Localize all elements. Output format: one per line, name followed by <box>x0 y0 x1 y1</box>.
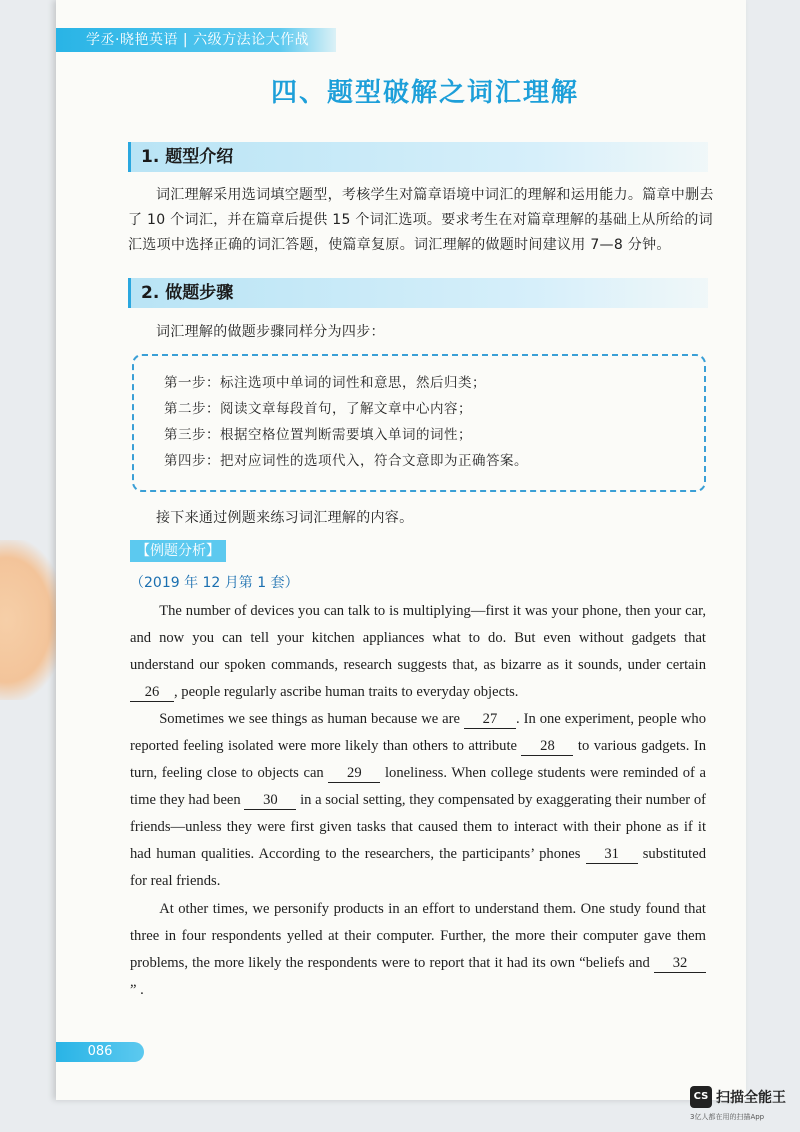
exam-source: （2019 年 12 月第 1 套） <box>130 575 299 591</box>
section-heading-intro: 1. 题型介绍 <box>128 142 708 172</box>
steps-intro-text: 词汇理解的做题步骤同样分为四步： <box>156 324 385 340</box>
passage-text: ” . <box>130 982 144 998</box>
step-2: 第二步：阅读文章每段首句，了解文章中心内容； <box>164 401 472 417</box>
passage-text: in a social setting, they compensated by exaggerating their number of friends—unless they were first given tasks that caused them to interact with their phone as if it had human qualities. According to the researchers, the participants’ phones <box>130 792 706 862</box>
blank-27: 27 <box>464 710 516 729</box>
passage-text: At other times, we personify products in an effort to understand them. One study found that three in four respondents yelled at their computer. Further, the more their computer gave them problems, the more likely the respondents were to report that it had its own “beliefs and <box>130 901 706 971</box>
blank-32: 32 <box>654 954 706 973</box>
scanner-tagline: 3亿人都在用的扫描App <box>690 1113 765 1121</box>
scanner-logo-icon: CS <box>690 1086 712 1108</box>
page-number: 086 <box>56 1042 144 1062</box>
step-1: 第一步：标注选项中单词的词性和意思，然后归类； <box>164 375 486 391</box>
blank-28: 28 <box>521 737 573 756</box>
transition-text: 接下来通过例题来练习词汇理解的内容。 <box>156 510 414 526</box>
passage-text: loneliness. When college students were reminded of a time they had been <box>130 765 706 808</box>
book-header-band: 学丞·晓艳英语 | 六级方法论大作战 <box>56 28 336 52</box>
step-3: 第三步：根据空格位置判断需要填入单词的词性； <box>164 427 472 443</box>
section-heading-steps: 2. 做题步骤 <box>128 278 708 308</box>
scanner-watermark <box>690 1086 794 1126</box>
steps-box <box>132 354 706 492</box>
scanner-app-name: 扫描全能王 <box>716 1090 786 1106</box>
passage-paragraph-1 <box>130 598 706 706</box>
example-tag: 【例题分析】 <box>130 540 226 562</box>
passage-text: Sometimes we see things as human because we are <box>159 711 464 727</box>
chapter-title: 四、题型破解之词汇理解 <box>270 78 579 108</box>
passage-paragraph-2 <box>130 706 706 895</box>
passage-text: , people regularly ascribe human traits to everyday objects. <box>174 684 519 700</box>
passage-text: substituted for real friends. <box>130 846 706 889</box>
thumb-shadow <box>0 540 64 700</box>
blank-30: 30 <box>244 791 296 810</box>
passage-text: The number of devices you can talk to is multiplying—first it was your phone, then your car, and now you can tell your kitchen appliances what to do. But even without gadgets that understand our spoken commands, research suggests that, as bizarre as it sounds, under certain <box>130 603 706 673</box>
blank-26: 26 <box>130 683 174 702</box>
blank-29: 29 <box>328 764 380 783</box>
intro-paragraph: 词汇理解采用选词填空题型，考核学生对篇章语境中词汇的理解和运用能力。篇章中删去了 10 个词汇，并在篇章后提供 15 个词汇选项。要求考生在对篇章理解的基础上从所给的词汇选项中选择正确的词汇答题，使篇章复原。词汇理解的做题时间建议用 7—8 分钟。 <box>128 187 714 253</box>
passage-paragraph-3 <box>130 896 706 1004</box>
passage-text: . In one experiment, people who reported feeling isolated were more likely than others to attribute <box>130 711 706 754</box>
passage-text: to various gadgets. In turn, feeling close to objects can <box>130 738 707 781</box>
blank-31: 31 <box>586 845 638 864</box>
step-4: 第四步：把对应词性的选项代入，符合文意即为正确答案。 <box>164 453 528 469</box>
